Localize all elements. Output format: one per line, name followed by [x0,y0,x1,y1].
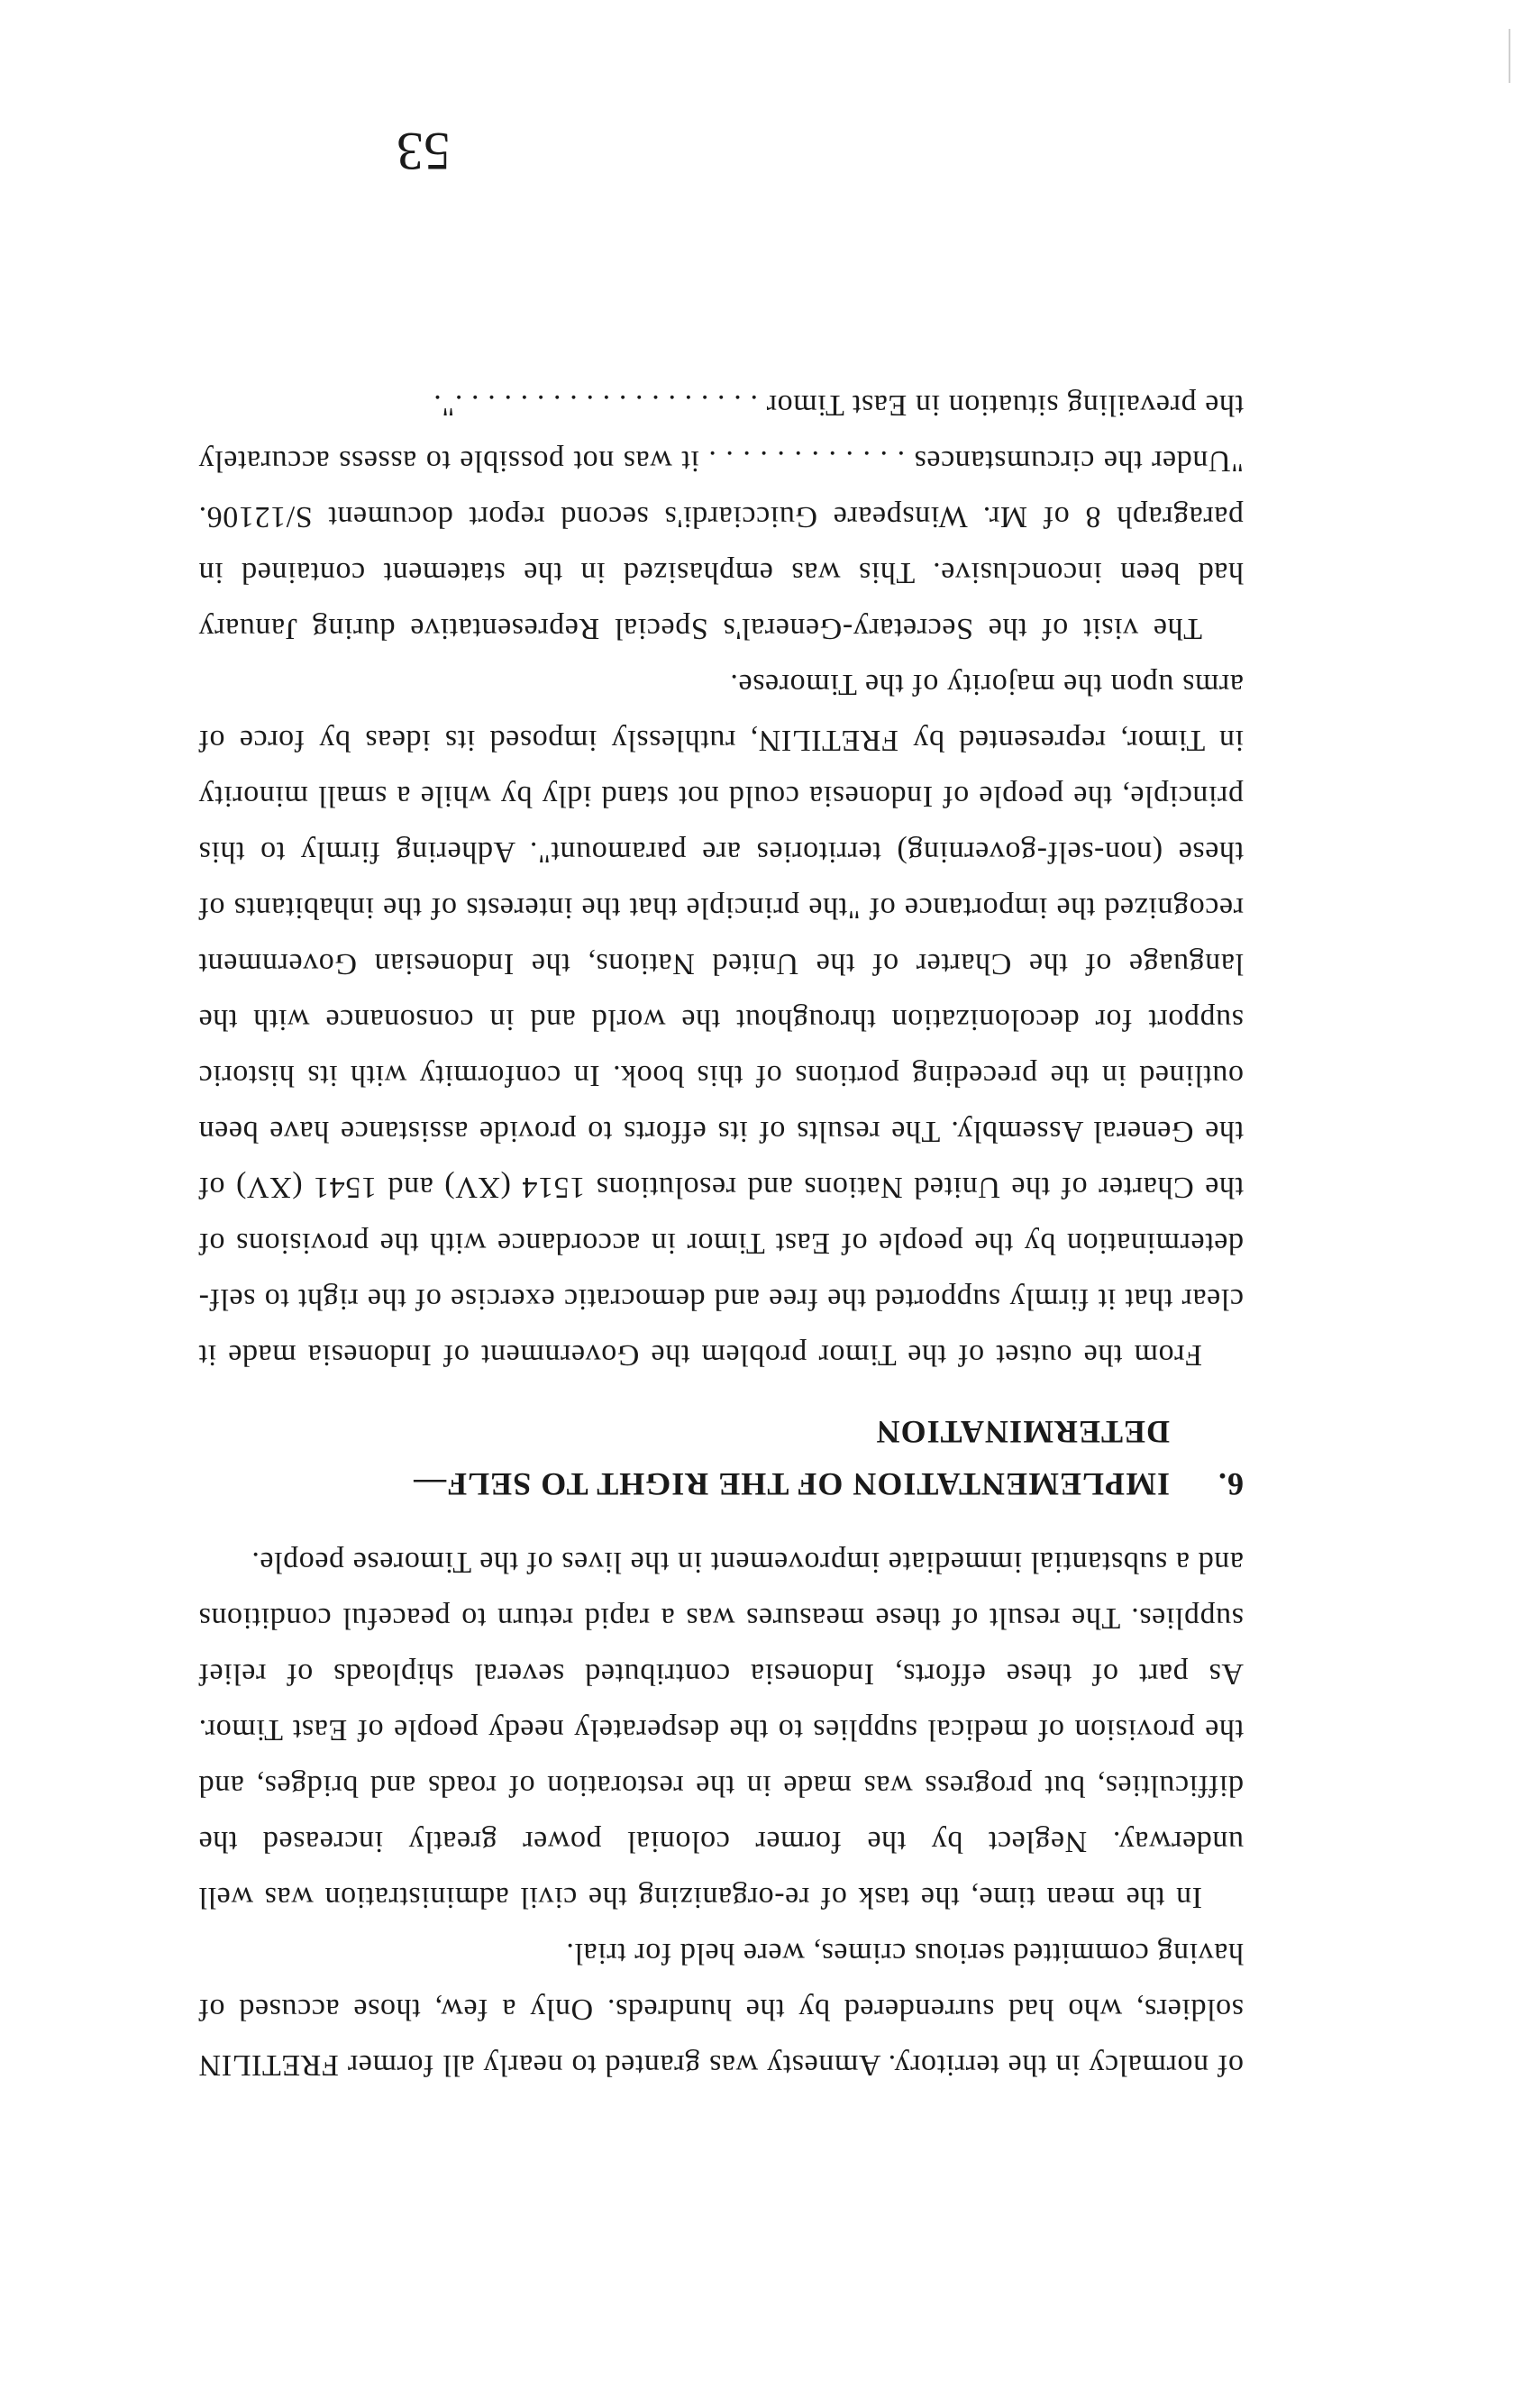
paragraph-self-determination: From the outset of the Timor problem the Government of Indonesia made it clear that it firmly supported the free and democratic exercise of the right to self-determination by the people of East Timor in accordance with the provisions of the Charter of the United Nations and resolutions 1514 (XV) and 1541 (XV) of the General Assembly. The results of its efforts to provide assistance have been outlined in the preceding portions of this book. In conformity with its historic support for decolonization throughout the world and in consonance with the language of the Charter of the United Nations, the Indonesian Government recognized the importance of "the principle that the interests of the inhabitants of these (non-self-governing) territories are paramount". Adhering firmly to this principle, the people of Indonesia could not stand idly by while a small minority in Timor, represented by FRETILIN, ruthlessly imposed its ideas by force of arms upon the majority of the Timorese. [198,668,1244,1372]
paragraph-amnesty: of normalcy in the territory. Amnesty was granted to nearly all former FRETILIN soldiers, who had surrendered by the hundreds. Only a few, those accused of having committed serious crimes, were held for trial. [198,1937,1244,2082]
scan-edge-mark [1509,29,1510,83]
paragraph-civil-administration: In the mean time, the task of re-organizing the civil administration was well underway. Neglect by the former colonial power greatly increased the difficulties, but progress was made in the restoration of roads and bridges, and the provision of medical supplies to the desperately needy people of East Timor. As part of these efforts, Indonesia contributed several shiploads of relief supplies. The result of these measures was a rapid return to peaceful conditions and a substantial immediate improvement in the lives of the Timorese people. [198,1546,1244,1914]
section-title: IMPLEMENTATION OF THE RIGHT TO SELF—DETERMINATION [413,1414,1170,1502]
section-heading [198,1406,1244,1510]
page-number: 53 [397,122,451,181]
page-body [198,377,1244,2093]
paragraph-special-representative: The visit of the Secretary-General's Special Representative during January had been inconclusive. This was emphasized in the statement contained in paragraph 8 of Mr. Winspeare Guicciardi's second report document S/12106. "Under the circumstances . . . . . . . . . . . . it was not possible to assess accurately the prevailing situation in East Timor . . . . . . . . . . . . . . . . . . .". [198,388,1244,645]
section-number: 6. [1218,1466,1244,1502]
